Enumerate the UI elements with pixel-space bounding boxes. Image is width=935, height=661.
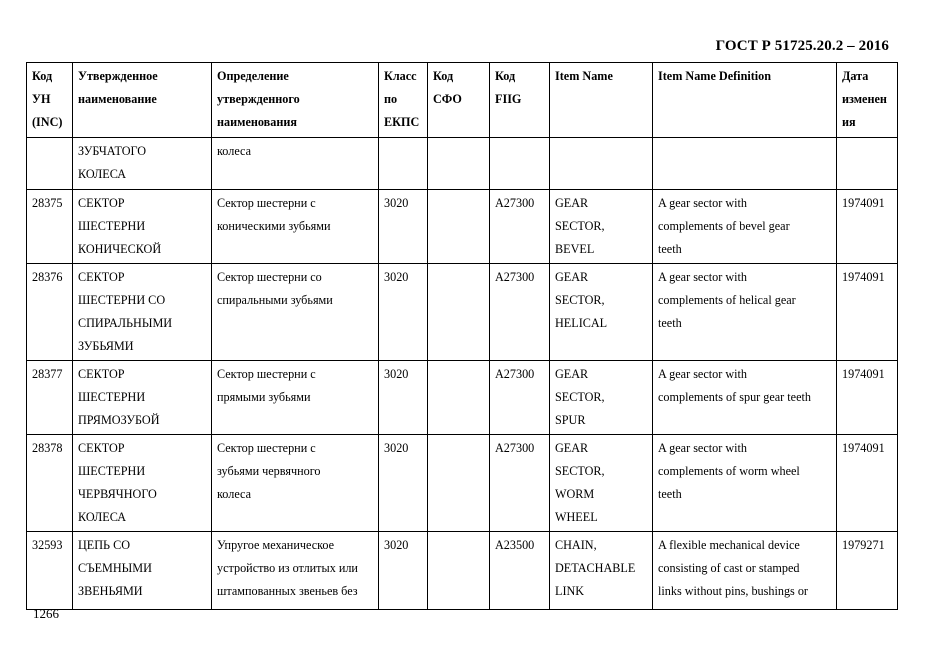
- cell-change-date: 1974091: [837, 264, 898, 361]
- cell-sfo-code: [428, 361, 490, 435]
- cell-ekps-class: 3020: [379, 190, 428, 264]
- header-sfo-code: Код СФО: [428, 63, 490, 138]
- cell-approved-name: СЕКТОР ШЕСТЕРНИ ПРЯМОЗУБОЙ: [73, 361, 212, 435]
- cell-item-name-definition: A flexible mechanical device consisting of cast or stamped links without pins, bushings or: [653, 532, 837, 610]
- cell-sfo-code: [428, 138, 490, 190]
- table-row: [27, 435, 898, 532]
- cell-ekps-class: 3020: [379, 361, 428, 435]
- cell-ekps-class: [379, 138, 428, 190]
- cell-ekps-class: 3020: [379, 532, 428, 610]
- cell-inc: [27, 138, 73, 190]
- cell-item-name-definition: A gear sector with complements of helical gear teeth: [653, 264, 837, 361]
- cell-inc: 28376: [27, 264, 73, 361]
- cell-definition: Сектор шестерни со спиральными зубьями: [212, 264, 379, 361]
- cell-inc: 28377: [27, 361, 73, 435]
- cell-sfo-code: [428, 435, 490, 532]
- cell-approved-name: ЦЕПЬ СО СЪЕМНЫМИ ЗВЕНЬЯМИ: [73, 532, 212, 610]
- table-row: [27, 138, 898, 190]
- cell-item-name: GEAR SECTOR, BEVEL: [550, 190, 653, 264]
- cell-definition: Сектор шестерни с зубьями червячного колеса: [212, 435, 379, 532]
- table-row: [27, 190, 898, 264]
- cell-inc: 28375: [27, 190, 73, 264]
- cell-definition: Упругое механическое устройство из отлитых или штампованных звеньев без: [212, 532, 379, 610]
- cell-item-name-definition: A gear sector with complements of bevel gear teeth: [653, 190, 837, 264]
- cell-definition: колеса: [212, 138, 379, 190]
- cell-ekps-class: 3020: [379, 264, 428, 361]
- cell-inc: 28378: [27, 435, 73, 532]
- cell-item-name-definition: [653, 138, 837, 190]
- table-row: [27, 361, 898, 435]
- header-ekps-class: Класс по ЕКПС: [379, 63, 428, 138]
- page-number: 1266: [33, 606, 59, 621]
- document-header: ГОСТ Р 51725.20.2 – 2016: [715, 38, 889, 54]
- header-definition: Определение утвержденного наименования: [212, 63, 379, 138]
- cell-item-name: GEAR SECTOR, WORM WHEEL: [550, 435, 653, 532]
- header-inc-code: Код УН (INC): [27, 63, 73, 138]
- cell-sfo-code: [428, 190, 490, 264]
- header-item-name: Item Name: [550, 63, 653, 138]
- cell-item-name: CHAIN, DETACHABLE LINK: [550, 532, 653, 610]
- cell-approved-name: СЕКТОР ШЕСТЕРНИ ЧЕРВЯЧНОГО КОЛЕСА: [73, 435, 212, 532]
- cell-change-date: 1974091: [837, 361, 898, 435]
- cell-item-name: GEAR SECTOR, HELICAL: [550, 264, 653, 361]
- cell-fiig-code: A27300: [490, 190, 550, 264]
- header-approved-name: Утвержденное наименование: [73, 63, 212, 138]
- cell-fiig-code: A23500: [490, 532, 550, 610]
- cell-fiig-code: [490, 138, 550, 190]
- header-fiig-code: Код FIIG: [490, 63, 550, 138]
- cell-approved-name: СЕКТОР ШЕСТЕРНИ КОНИЧЕСКОЙ: [73, 190, 212, 264]
- header-item-name-definition: Item Name Definition: [653, 63, 837, 138]
- cell-item-name-definition: A gear sector with complements of spur gear teeth: [653, 361, 837, 435]
- cell-definition: Сектор шестерни с прямыми зубьями: [212, 361, 379, 435]
- table-header-row: [27, 63, 898, 138]
- cell-definition: Сектор шестерни с коническими зубьями: [212, 190, 379, 264]
- cell-change-date: 1974091: [837, 435, 898, 532]
- cell-change-date: [837, 138, 898, 190]
- data-table: [26, 62, 898, 610]
- cell-ekps-class: 3020: [379, 435, 428, 532]
- cell-approved-name: ЗУБЧАТОГО КОЛЕСА: [73, 138, 212, 190]
- cell-sfo-code: [428, 264, 490, 361]
- cell-item-name: GEAR SECTOR, SPUR: [550, 361, 653, 435]
- cell-approved-name: СЕКТОР ШЕСТЕРНИ СО СПИРАЛЬНЫМИ ЗУБЬЯМИ: [73, 264, 212, 361]
- cell-change-date: 1979271: [837, 532, 898, 610]
- table-row: [27, 532, 898, 610]
- header-change-date: Дата изменен ия: [837, 63, 898, 138]
- cell-item-name-definition: A gear sector with complements of worm wheel teeth: [653, 435, 837, 532]
- table-row: [27, 264, 898, 361]
- cell-fiig-code: A27300: [490, 435, 550, 532]
- cell-change-date: 1974091: [837, 190, 898, 264]
- cell-sfo-code: [428, 532, 490, 610]
- cell-item-name: [550, 138, 653, 190]
- cell-inc: 32593: [27, 532, 73, 610]
- cell-fiig-code: A27300: [490, 361, 550, 435]
- cell-fiig-code: A27300: [490, 264, 550, 361]
